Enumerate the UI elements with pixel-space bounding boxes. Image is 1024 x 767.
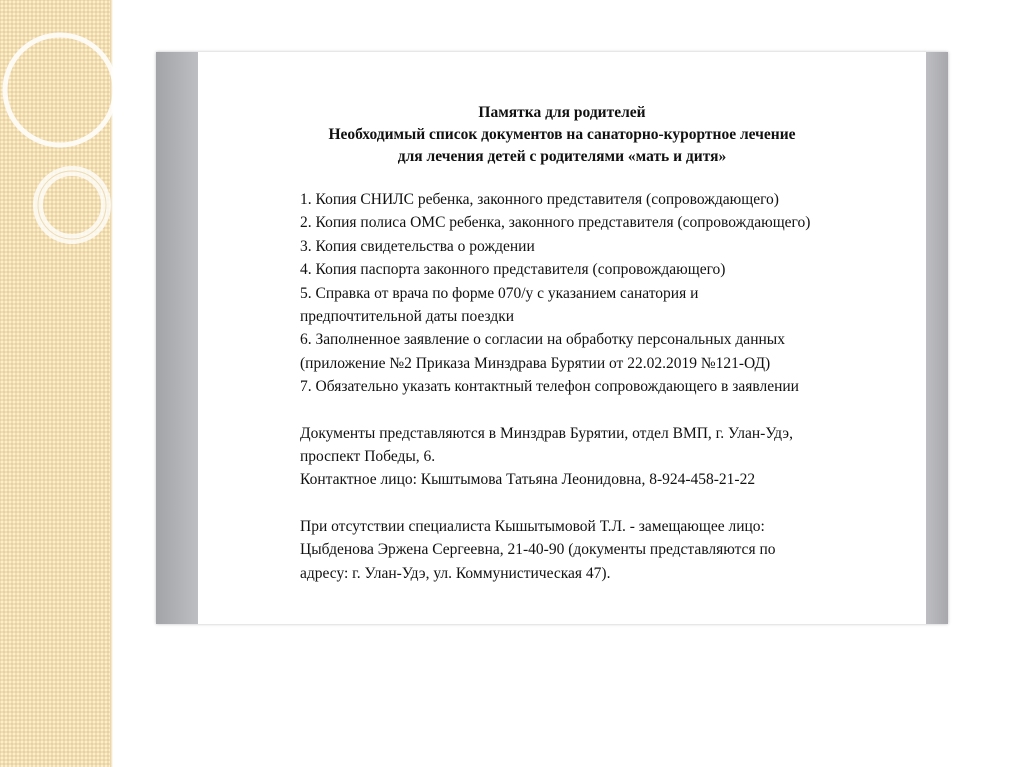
document-body <box>300 188 910 585</box>
list-line-7: 6. Заполненное заявление о согласии на обработку персональных данных <box>300 331 785 349</box>
submission-line-1: Документы представляются в Минздрав Бурятии, отдел ВМП, г. Улан-Удэ, <box>300 424 793 442</box>
list-line-9: 7. Обязательно указать контактный телефон сопровождающего в заявлении <box>300 378 799 396</box>
submission-line-3: Контактное лицо: Кыштымова Татьяна Леонидовна, 8-924-458-21-22 <box>300 471 756 489</box>
list-line-8: (приложение №2 Приказа Минздрава Бурятии от 22.02.2019 №121-ОД) <box>300 354 771 372</box>
list-line-3: 3. Копия свидетельства о рождении <box>300 237 535 255</box>
list-line-5: 5. Справка от врача по форме 070/у с указанием санатория и <box>300 284 699 302</box>
title-line-3: для лечения детей с родителями «мать и дитя» <box>397 148 727 165</box>
list-line-4: 4. Копия паспорта законного представителя (сопровождающего) <box>300 261 726 279</box>
frame-right-shade <box>926 52 948 624</box>
document-title <box>198 102 926 168</box>
frame-left-shade <box>156 52 198 624</box>
paragraph-gap <box>300 399 910 422</box>
list-line-1: 1. Копия СНИЛС ребенка, законного представителя (сопровождающего) <box>300 191 779 208</box>
substitute-line-2: Цыбденова Эржена Сергеевна, 21-40-90 (документы представляются по <box>300 541 776 559</box>
document-page <box>198 52 926 624</box>
substitute-line-3: адресу: г. Улан-Удэ, ул. Коммунистическая 47). <box>300 564 611 582</box>
paragraph-gap <box>300 492 910 515</box>
substitute-line-1: При отсутствии специалиста Кышытымовой Т.Л. - замещающее лицо: <box>300 517 765 535</box>
title-line-2: Необходимый список документов на санаторно-курортное лечение <box>328 126 796 143</box>
title-line-1: Памятка для родителей <box>478 104 646 121</box>
decorative-circles <box>0 0 140 300</box>
submission-line-2: проспект Победы, 6. <box>300 448 436 466</box>
list-line-2: 2. Копия полиса ОМС ребенка, законного представителя (сопровождающего) <box>300 214 811 232</box>
list-line-6: предпочтительной даты поездки <box>300 308 515 326</box>
